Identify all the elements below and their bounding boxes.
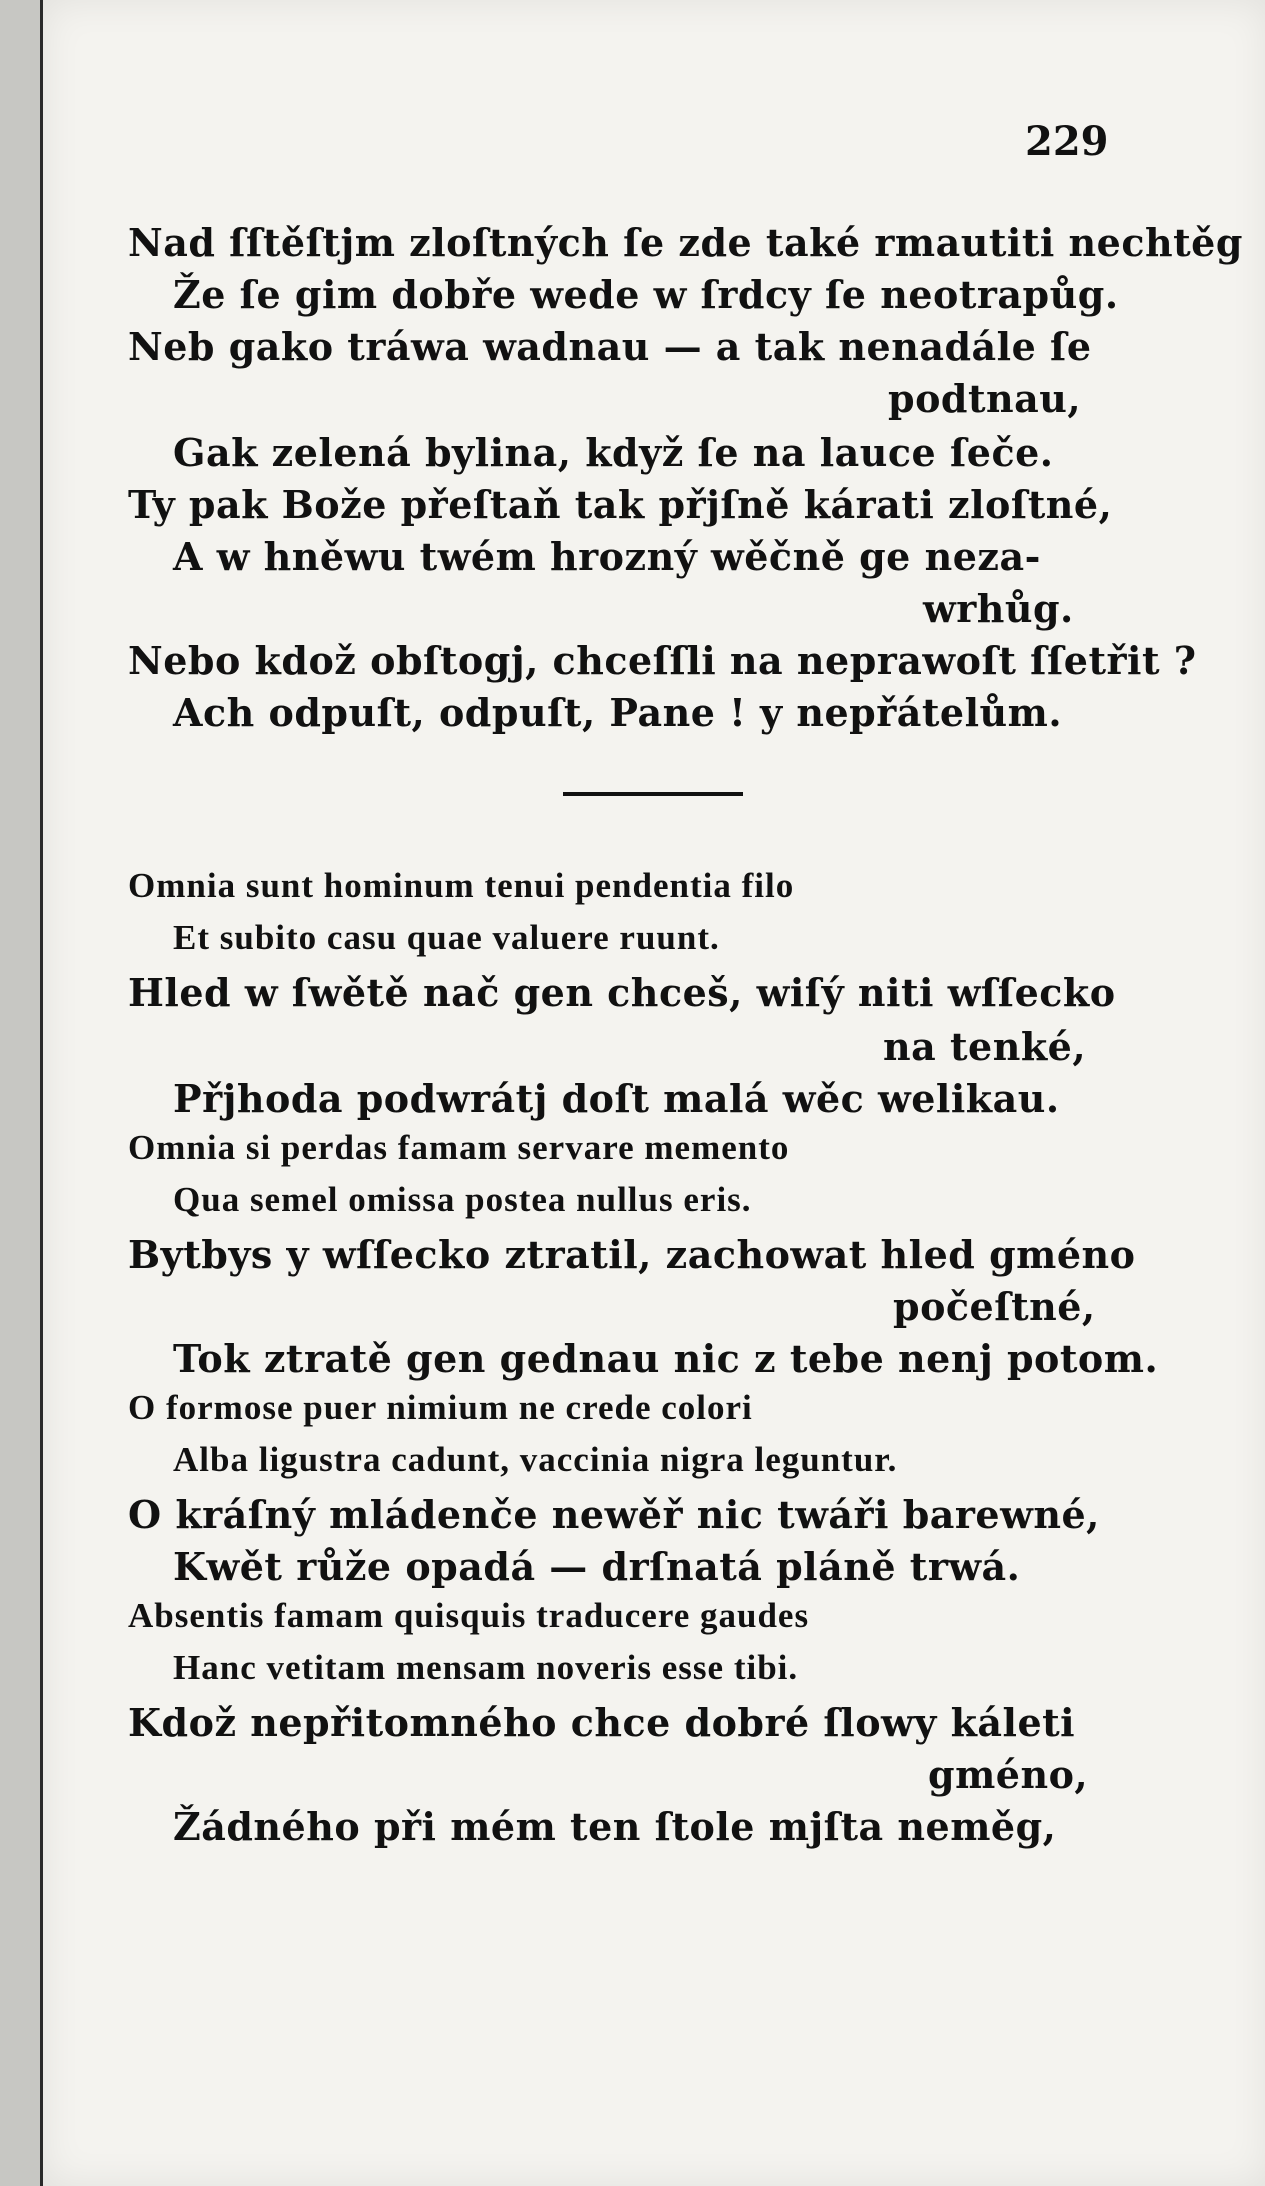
latin-line: Alba ligustra cadunt, vaccinia nigra leguntur. (173, 1440, 898, 1479)
latin-line: O formose puer nimium ne crede colori (128, 1388, 753, 1427)
verse-line: O kráſný mládenče newěř nic twáři barewné, (128, 1492, 1100, 1537)
verse-line: A w hněwu twém hrozný wěčně ge neza- (173, 534, 1041, 579)
verse-line: Ty pak Bože přeſtaň tak přjſně kárati zloſtné, (128, 482, 1113, 527)
verse-line: Nad ſſtěſtjm zloſtných ſe zde také rmautiti nechtěg (128, 220, 1243, 265)
latin-line: Absentis famam quisquis traducere gaudes (128, 1596, 810, 1635)
verse-line: na tenké, (883, 1024, 1087, 1069)
book-gutter (0, 0, 40, 2186)
latin-line: Omnia sunt hominum tenui pendentia filo (128, 866, 795, 905)
verse-line: Žádného při mém ten ſtole mjſta neměg, (173, 1804, 1057, 1849)
verse-block (43, 0, 1265, 2186)
verse-line: Bytbys y wſſecko ztratil, zachowat hled gméno (128, 1232, 1136, 1277)
verse-line: Že ſe gim dobře wede w ſrdcy ſe neotrapůg. (173, 272, 1119, 317)
latin-line: Et subito casu quae valuere ruunt. (173, 918, 720, 957)
section-divider (563, 792, 743, 796)
latin-line: Omnia si perdas famam servare memento (128, 1128, 790, 1167)
verse-line: Ach odpuſt, odpuſt, Pane ! y nepřátelům. (173, 690, 1063, 735)
latin-line: Hanc vetitam mensam noveris esse tibi. (173, 1648, 799, 1687)
verse-line: Tok ztratě gen gednau nic z tebe nenj potom. (173, 1336, 1159, 1381)
verse-line: Hled w ſwětě nač gen chceš, wiſý niti wſſecko (128, 970, 1116, 1015)
verse-line: podtnau, (888, 376, 1082, 421)
verse-line: Kwět růže opadá — drſnatá pláně trwá. (173, 1544, 1021, 1589)
verse-line: Nebo kdož obſtogj, chceſſli na neprawoſt ſſetřit ? (128, 638, 1197, 683)
verse-line: počeſtné, (893, 1284, 1096, 1329)
book-page (40, 0, 1265, 2186)
latin-line: Qua semel omissa postea nullus eris. (173, 1180, 752, 1219)
verse-line: Přjhoda podwrátj doſt malá wěc welikau. (173, 1076, 1060, 1121)
page-number: 229 (1025, 118, 1109, 165)
verse-line: Neb gako tráwa wadnau — a tak nenadále ſe (128, 324, 1092, 369)
verse-line: Gak zelená bylina, když ſe na lauce ſeče. (173, 430, 1054, 475)
verse-line: wrhůg. (923, 586, 1074, 631)
verse-line: gméno, (928, 1752, 1089, 1797)
verse-line: Kdož nepřitomného chce dobré ſlowy káleti (128, 1700, 1076, 1745)
